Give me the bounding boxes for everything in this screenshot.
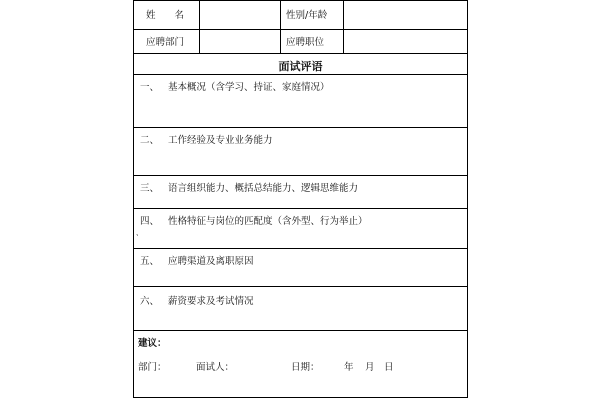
section-3-title [140,180,358,194]
section-6-text: 薪资要求及考试情况 [168,296,254,307]
section-2-text: 工作经验及专业业务能力 [168,135,273,146]
evaluation-title-row [134,54,467,75]
interview-evaluation-form [133,0,468,398]
header-divider-3 [343,1,344,54]
suggestion-area[interactable] [134,331,467,397]
evaluation-title: 面试评语 [278,60,323,73]
section-3-number: 三、 [140,183,160,194]
section-1-title [140,79,330,93]
stray-mark: 、 [136,229,143,237]
section-6[interactable] [134,287,467,331]
footer-year: 年 [344,362,354,373]
name-label: 姓 名 [146,10,185,21]
section-1[interactable] [134,75,467,128]
section-5[interactable] [134,249,467,287]
section-1-text: 基本概况（含学习、持证、家庭情况） [168,82,330,93]
dept-label: 应聘部门 [146,37,185,48]
section-4[interactable] [134,209,467,249]
section-4-title [140,213,368,227]
footer-month: 月 [365,362,375,373]
footer-day: 日 [384,362,394,373]
section-4-text: 性格特征与岗位的匹配度（含外型、行为举止） [168,216,368,227]
section-6-title [140,293,254,307]
section-1-number: 一、 [140,82,160,93]
header-row-2 [134,30,467,54]
header-divider-1 [199,1,200,54]
footer-interviewer-label: 面试人： [196,362,235,373]
gender-age-label: 性别/年龄 [286,10,328,21]
footer-dept-label: 部门： [138,362,167,373]
section-2-number: 二、 [140,135,160,146]
section-3[interactable] [134,176,467,209]
section-6-number: 六、 [140,296,160,307]
section-2-title [140,132,273,146]
section-4-number: 四、 [140,216,160,227]
section-3-text: 语言组织能力、概括总结能力、逻辑思维能力 [168,183,359,194]
header-divider-2 [280,1,281,54]
gender-age-field[interactable] [344,1,468,29]
suggestion-label: 建议： [138,338,167,349]
header-row-1 [134,1,467,30]
section-5-title [140,253,254,267]
dept-field[interactable] [200,30,280,53]
position-field[interactable] [344,30,468,53]
section-5-text: 应聘渠道及离职原因 [168,256,254,267]
position-label: 应聘职位 [286,37,325,48]
section-2[interactable] [134,128,467,176]
section-5-number: 五、 [140,256,160,267]
footer-date-label: 日期： [291,362,320,373]
